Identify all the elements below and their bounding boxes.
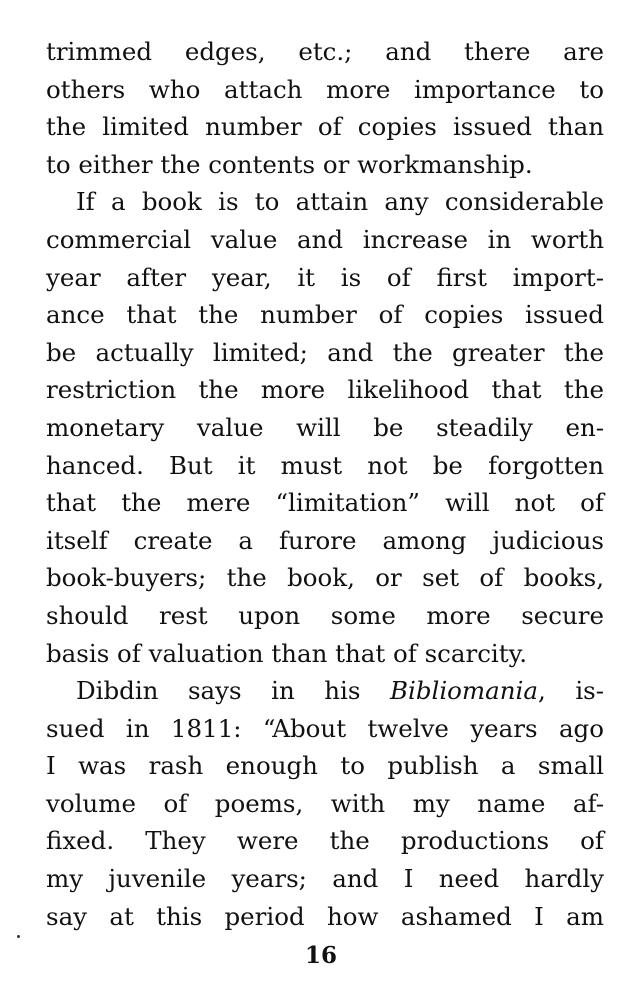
body-text — [46, 33, 604, 935]
text-line: ance that the number of copies issued — [46, 300, 604, 330]
text-line: hanced. But it must not be forgotten — [46, 450, 604, 480]
text-line: say at this period how ashamed I am — [46, 901, 604, 931]
paragraph-first-line-with-title — [46, 672, 604, 710]
page-number: 16 — [304, 942, 337, 969]
text-line: others who attach more importance to — [46, 74, 604, 104]
text-line: the limited number of copies issued than — [46, 112, 604, 142]
paragraph-first-line: If a book is to attain any considerable — [76, 187, 604, 217]
text-line: trimmed edges, etc.; and there are — [46, 37, 604, 66]
text-line: itself create a furore among judicious — [46, 525, 604, 555]
text-line: monetary value will be steadily en- — [46, 412, 604, 442]
text-segment: , is- — [538, 676, 605, 706]
ink-speck — [17, 935, 20, 938]
text-line: sued in 1811: “About twelve years ago — [46, 713, 604, 743]
text-line: to either the contents or workmanship. — [46, 149, 533, 179]
text-line: should rest upon some more secure — [46, 600, 604, 630]
text-line: I was rash enough to publish a small — [46, 751, 604, 781]
text-line: basis of valuation than that of scarcity. — [46, 638, 527, 668]
text-line: my juvenile years; and I need hardly — [46, 864, 604, 894]
text-line: year after year, it is of first import- — [46, 262, 604, 292]
book-title: Bibliomania — [389, 676, 538, 706]
text-line: commercial value and increase in worth — [46, 224, 604, 254]
text-line: be actually limited; and the greater the — [46, 337, 604, 367]
text-line: volume of poems, with my name af- — [46, 788, 604, 818]
text-line: that the mere “limitation” will not of — [46, 488, 604, 518]
text-segment: Dibdin says in his — [76, 676, 390, 706]
text-line: book-buyers; the book, or set of books, — [46, 563, 604, 593]
text-line: fixed. They were the productions of — [46, 826, 604, 856]
text-line: restriction the more likelihood that the — [46, 375, 604, 405]
